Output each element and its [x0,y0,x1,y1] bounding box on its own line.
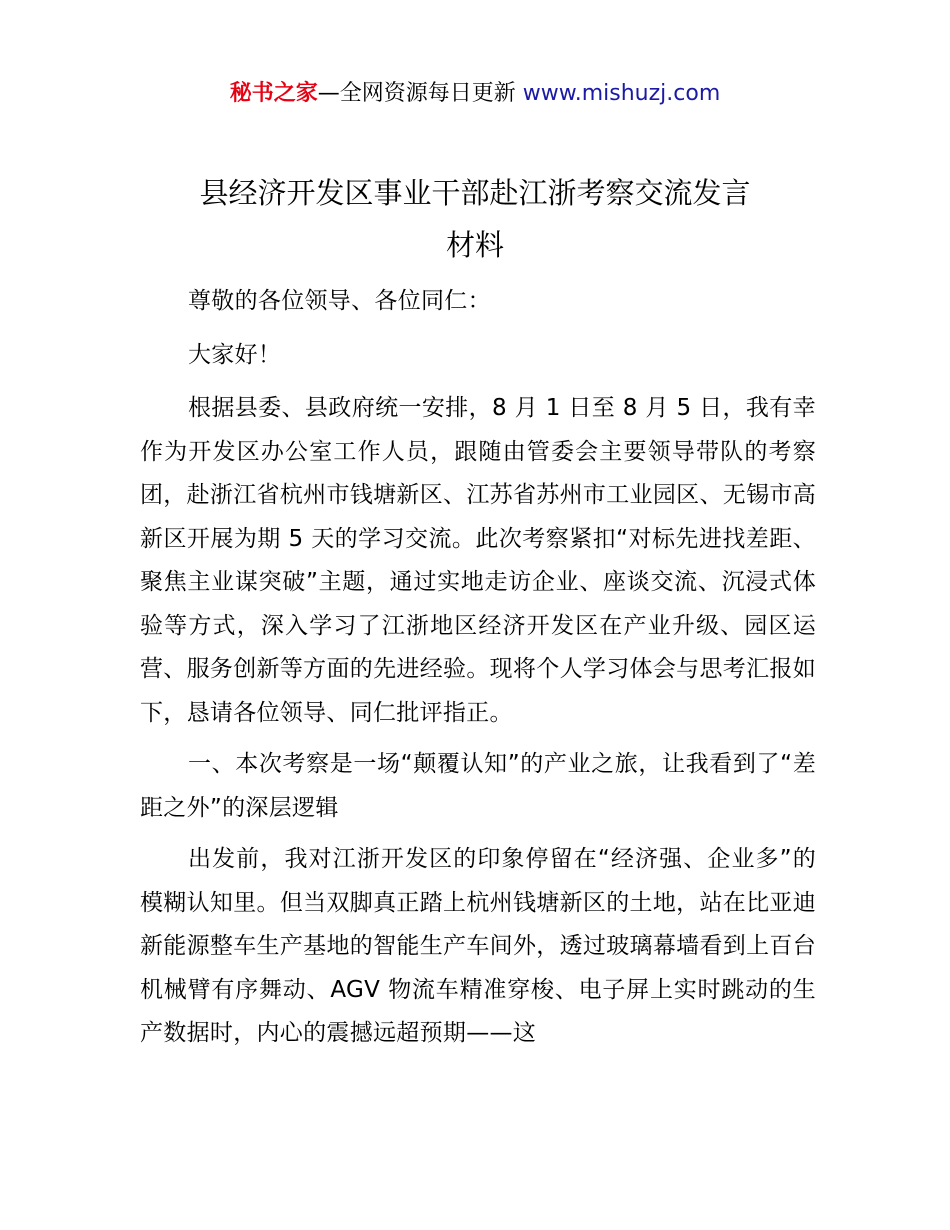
paragraph-section-1: 出发前，我对江浙开发区的印象停留在“经济强、企业多”的模糊认知里。但当双脚真正踏上杭州钱塘新区的土地，站在比亚迪新能源整车生产基地的智能生产车间外，透过玻璃幕墙看到上百台机械臂有序舞动、AGV 物流车精准穿梭、电子屏上实时跳动的生产数据时，内心的震撼远超预期——这 [140,846,816,1046]
section-heading-1: 一、本次考察是一场“颠覆认知”的产业之旅，让我看到了“差距之外”的深层逻辑 [140,751,816,821]
document-title-line-2: 材料 [445,228,504,262]
document-body [140,280,816,1064]
document-title [140,167,810,271]
site-header [0,76,950,112]
document-title-line-1: 县经济开发区事业干部赴江浙考察交流发言 [199,176,751,210]
site-tagline: —全网资源每日更新 [317,81,523,106]
site-brand: 秘书之家 [229,81,318,106]
greeting: 尊敬的各位领导、各位同仁： [188,288,491,314]
hello: 大家好！ [188,341,282,368]
paragraph-intro: 根据县委、县政府统一安排，8 月 1 日至 8 月 5 日，我有幸作为开发区办公室工作人员，跟随由管委会主要领导带队的考察团，赴浙江省杭州市钱塘新区、江苏省苏州市工业园区、无锡市高新区开展为期 5 天的学习交流。此次考察紧扣“对标先进找差距、聚焦主业谋突破”主题，通过实地走访企业、座谈交流、沉浸式体验等方式，深入学习了江浙地区经济开发区在产业升级、园区运营、服务创新等方面的先进经验。现将个人学习体会与思考汇报如下，恳请各位领导、同仁批评指正。 [140,395,816,726]
site-url-link[interactable]: www.mishuzj.com [522,81,721,106]
